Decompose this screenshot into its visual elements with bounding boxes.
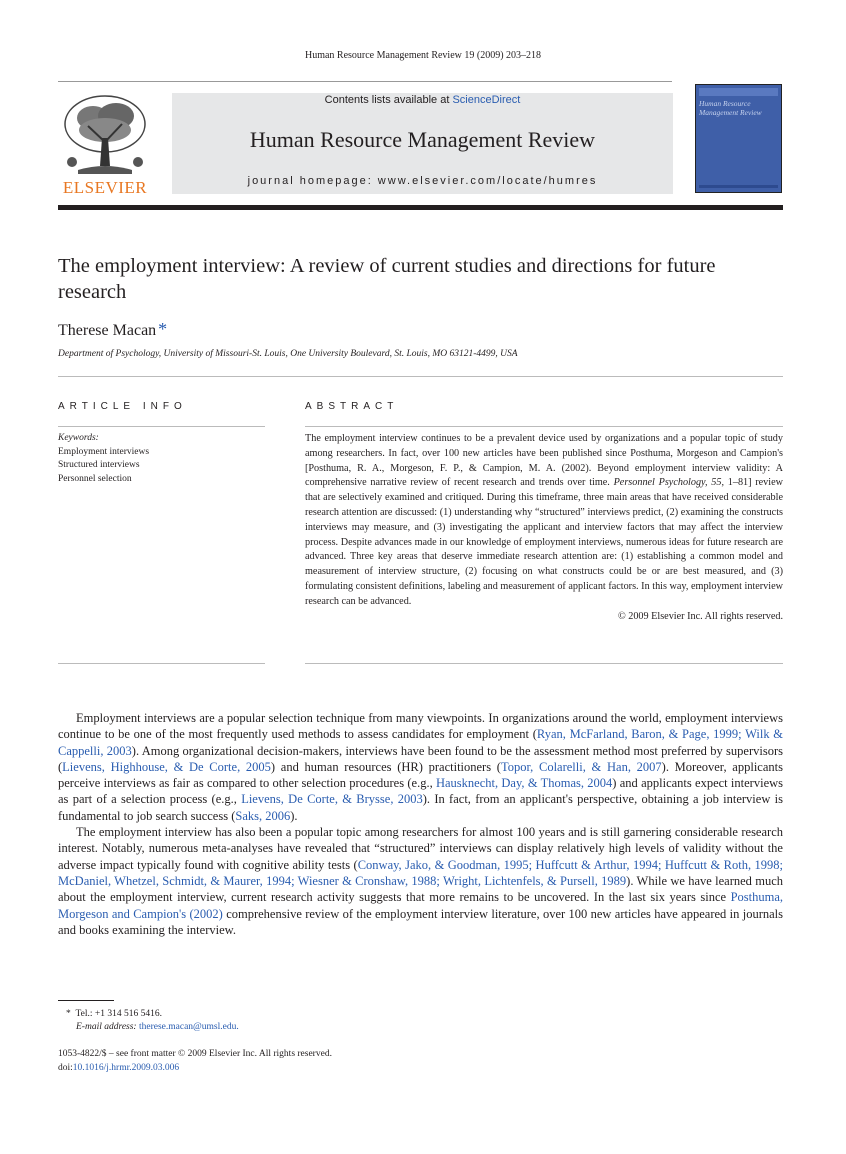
- front-matter-line: 1053-4822/$ – see front matter © 2009 Elsevier Inc. All rights reserved.: [58, 1049, 332, 1059]
- header-rule: [58, 81, 672, 82]
- body-text-run: The employment interview has also been a popular topic among researchers for almost 100 years and is still garnering considerable research interest. Notably, numerous meta-analyses have revealed that “structured” interviews can display relatively high levels of validity without the adverse impact typically found with cognitive ability tests (: [58, 825, 783, 872]
- copyright-notice: © 2009 Elsevier Inc. All rights reserved.: [617, 610, 783, 622]
- body-paragraph: [58, 824, 783, 938]
- abstract-part: 1–81] review that are selectively examined and critiqued. During this timeframe, three main areas that have received considerable research attention are discussed: (1) understanding why “structured” interviews predict, (2) examining the constructs interviews may measure, and (3) investigating the applicant and interview factors that may affect the interview process. Despite advances made in our knowledge of employment interviews, numerous ideas for future research are advanced. Three key areas that deserve immediate research attention are: (1) establishing a common model and measurement of interview structure, (2) focusing on what constructs could be or are best measured, and (3) formulating consistent definitions, labeling and measurement of applicant factors. In this way, employment interview research can be advanced.: [305, 477, 783, 607]
- journal-cover-thumbnail: [695, 84, 782, 193]
- article-title: The employment interview: A review of current studies and directions for future research: [58, 255, 716, 303]
- body-text: [58, 710, 783, 938]
- body-text-run: ) and human resources (HR) practitioners (: [270, 759, 501, 774]
- citation-link[interactable]: Lievens, De Corte, & Brysse, 2003: [241, 792, 423, 807]
- keyword-item: Personnel selection: [58, 473, 132, 484]
- article-info-heading: ARTICLE INFO: [58, 401, 187, 412]
- keyword-item: Employment interviews: [58, 446, 150, 457]
- article-info-bottom-rule: [58, 663, 265, 664]
- doi-line: [58, 1062, 332, 1076]
- citation-link[interactable]: Saks, 2006: [235, 808, 291, 823]
- article-info-rule: [58, 426, 265, 427]
- cover-title: Human Resource Management Review: [699, 99, 762, 117]
- masthead-divider: [58, 205, 783, 210]
- journal-title: Human Resource Management Review: [249, 127, 596, 152]
- footnote-tel-line: [66, 1008, 239, 1021]
- contents-prefix: Contents lists available at: [324, 94, 453, 106]
- running-head: Human Resource Management Review 19 (2009) 203–218: [304, 50, 542, 61]
- body-paragraph: [58, 710, 783, 824]
- citation-link[interactable]: Hausknecht, Day, & Thomas, 2004: [435, 776, 613, 791]
- keyword-item: Structured interviews: [58, 460, 140, 470]
- affiliation: Department of Psychology, University of Missouri-St. Louis, One University Boulevard, St. Louis, MO 63121-4499, USA: [58, 349, 518, 359]
- citation-link[interactable]: Conway, Jako, & Goodman, 1995; Huffcutt & Arthur, 1994; Huffcutt & Roth, 1998; McDaniel, Whetzel, Schmidt, & Maurer, 1994; Wiesner & Cronshaw, 1988; Wright, Lichtenfels, & Pursell, 1989: [58, 857, 783, 888]
- footnote-tel: Tel.: +1 314 516 5416.: [75, 1009, 162, 1019]
- body-text-run: ). Moreover, applicants perceive interviews as fair as compared to other selection procedures (e.g.,: [58, 759, 783, 791]
- keywords-label: Keywords:: [58, 433, 99, 443]
- citation-link[interactable]: Lievens, Highhouse, & De Corte, 2005: [62, 759, 271, 774]
- abstract-bottom-rule: [305, 663, 783, 664]
- cover-band: [699, 88, 778, 96]
- citation-link[interactable]: Posthuma, Morgeson and Campion's (2002): [58, 890, 783, 921]
- author-footnote: [66, 1008, 239, 1034]
- abstract-part: The employment interview continues to be a prevalent device used by organizations and a popular topic of study among researchers. In fact, over 100 new articles have been published since Posthuma, Morgeson and Campion's [Posthuma, R. A., Morgeson, F. P., & Campion, M. A. (2002). Beyond employment interview validity: A comprehensive narrative review of recent research and trends over time.: [305, 433, 783, 489]
- body-text-run: ) and applicants expect interviews as part of a selection process (e.g.,: [58, 776, 784, 807]
- footnote-mark: *: [66, 1009, 71, 1019]
- sciencedirect-link[interactable]: ScienceDirect: [452, 94, 521, 106]
- keywords-block: [58, 432, 149, 486]
- citation-link[interactable]: Ryan, McFarland, Baron, & Page, 1999; Wilk & Cappelli, 2003: [58, 727, 784, 758]
- front-matter: [58, 1048, 332, 1075]
- section-divider: [58, 376, 783, 377]
- body-text-run: ). While we have learned much about the employment interview, current research activity suggests that more remains to be uncovered. In the last six years since: [58, 873, 784, 905]
- contents-availability: [172, 94, 673, 106]
- body-text-run: Employment interviews are a popular selection technique from many viewpoints. In organizations around the world, employment interviews continue to be one of the most frequently used methods to assess candidates for employment (: [58, 711, 783, 742]
- author-email-link[interactable]: therese.macan@umsl.edu.: [138, 1022, 239, 1032]
- body-text-run: comprehensive review of the employment interview literature, over 100 new articles have appeared in journals and books examining the interview.: [58, 906, 783, 937]
- body-text-run: ).: [290, 808, 298, 823]
- author-name: Therese Macan: [58, 322, 157, 339]
- abstract-heading: ABSTRACT: [305, 401, 399, 412]
- author-footnote-mark[interactable]: *: [158, 319, 168, 339]
- footnote-email-label: E-mail address:: [76, 1022, 137, 1032]
- publisher-logo-text: ELSEVIER: [62, 178, 148, 197]
- citation-link[interactable]: Topor, Colarelli, & Han, 2007: [500, 759, 662, 774]
- abstract-rule: [305, 426, 783, 427]
- cover-footer-band: [699, 185, 778, 188]
- doi-link[interactable]: 10.1016/j.hrmr.2009.03.006: [72, 1062, 180, 1073]
- journal-homepage[interactable]: journal homepage: www.elsevier.com/locate/humres: [247, 175, 598, 187]
- abstract-text: [305, 432, 783, 624]
- footnote-rule: [58, 1000, 114, 1001]
- body-text-run: ). In fact, from an applicant's perspective, obtaining a job interview is fundamental to job search success (: [58, 792, 783, 823]
- body-text-run: ). Among organizational decision-makers, interviews have been found to be the assessment method most preferred by supervisors (: [58, 743, 783, 774]
- author-line: [58, 319, 167, 340]
- abstract-citation-journal: Personnel Psychology, 55,: [613, 477, 725, 489]
- doi-label: doi:: [58, 1062, 73, 1073]
- footnote-email-line: [66, 1021, 239, 1034]
